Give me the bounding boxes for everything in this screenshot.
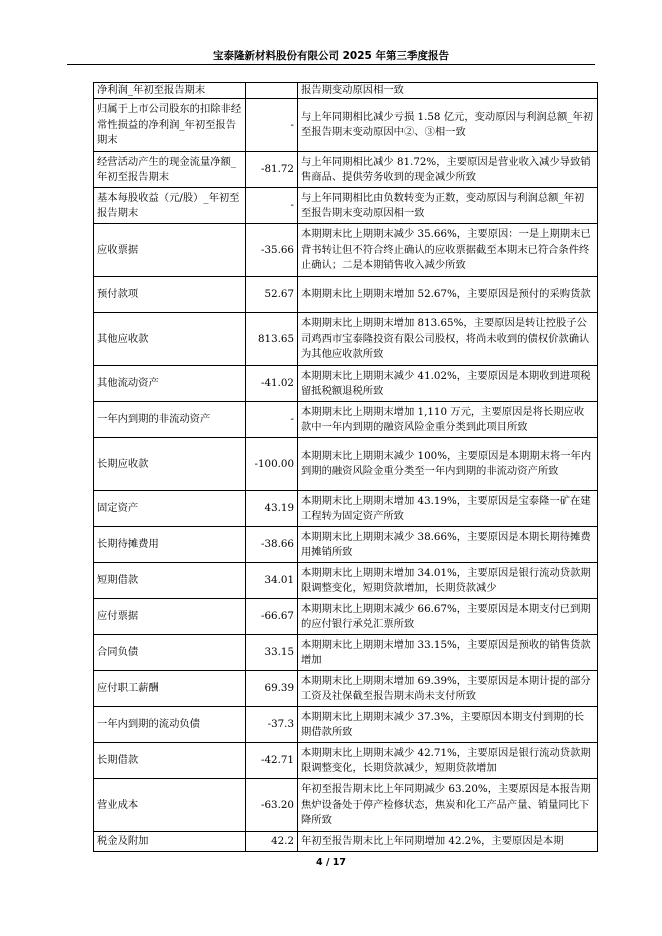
page-number: 4 / 17 xyxy=(316,857,346,868)
value-cell: -100.00 xyxy=(246,438,298,491)
item-cell: 一年内到期的流动负债 xyxy=(94,707,246,743)
table-row xyxy=(94,402,598,438)
item-cell: 净利润_年初至报告期末 xyxy=(94,83,246,99)
reason-cell: 本期期末比上期期末增加 34.01%，主要原因是银行流动贷款期限调整变化，短期贷款增加，长期贷款减少 xyxy=(298,563,598,599)
reason-cell: 本期期末比上期期末减少 38.66%，主要原因是本期长期待摊费用摊销所致 xyxy=(298,527,598,563)
item-cell: 短期借款 xyxy=(94,563,246,599)
reason-cell: 本期期末比上期期末增加 33.15%，主要原因是预收的销售货款增加 xyxy=(298,635,598,671)
reason-cell: 本期期末比上期期末减少 66.67%，主要原因是本期支付已到期的应付银行承兑汇票所致 xyxy=(298,599,598,635)
table-row xyxy=(94,83,598,99)
value-cell: 52.67 xyxy=(246,277,298,313)
item-cell: 预付款项 xyxy=(94,277,246,313)
reason-cell: 本期期末比上期期末减少 37.3%，主要原因本期支付到期的长期借款所致 xyxy=(298,707,598,743)
reason-cell: 年初至报告期末比上年同期减少 63.20%，主要原因是本报告期焦炉设备处于停产检修状态，焦炭和化工产品产量、销量同比下降所致 xyxy=(298,779,598,832)
item-cell: 长期应收款 xyxy=(94,438,246,491)
reason-cell: 本期期末比上期期末增加 69.39%，主要原因是本期计提的部分工资及社保截至报告期末尚未支付所致 xyxy=(298,671,598,707)
item-cell: 基本每股收益（元/股）_年初至报告期末 xyxy=(94,188,246,224)
reason-cell: 与上年同期相比减少亏损 1.58 亿元，变动原因与利润总额_年初至报告期末变动原因中②、③相一致 xyxy=(298,99,598,152)
value-cell: -37.3 xyxy=(246,707,298,743)
reason-cell: 年初至报告期末比上年同期增加 42.2%，主要原因是本期 xyxy=(298,832,598,852)
item-cell: 营业成本 xyxy=(94,779,246,832)
item-cell: 其他应收款 xyxy=(94,313,246,366)
value-cell: 69.39 xyxy=(246,671,298,707)
table-row xyxy=(94,599,598,635)
value-cell: -66.67 xyxy=(246,599,298,635)
table-row xyxy=(94,99,598,152)
reason-cell: 本期期末比上期期末减少 41.02%，主要原因是本期收到进项税留抵税额退税所致 xyxy=(298,366,598,402)
reason-cell: 本期期末比上期期末增加 52.67%，主要原因是预付的采购货款 xyxy=(298,277,598,313)
item-cell: 合同负债 xyxy=(94,635,246,671)
item-cell: 一年内到期的非流动资产 xyxy=(94,402,246,438)
value-cell: -35.66 xyxy=(246,224,298,277)
table-row xyxy=(94,188,598,224)
item-cell: 经营活动产生的现金流量净额_年初至报告期末 xyxy=(94,152,246,188)
value-cell: -42.71 xyxy=(246,743,298,779)
table-row xyxy=(94,152,598,188)
reason-cell: 本期期末比上期期末增加 1,110 万元，主要原因是将长期应收款中一年内到期的融资风险金重分类到此项目所致 xyxy=(298,402,598,438)
table-row xyxy=(94,224,598,277)
reason-cell: 与上年同期相比减少 81.72%，主要原因是营业收入减少导致销售商品、提供劳务收到的现金减少所致 xyxy=(298,152,598,188)
item-cell: 固定资产 xyxy=(94,491,246,527)
header-divider xyxy=(67,64,595,65)
reason-cell: 本期期末比上期期末减少 35.66%，主要原因：一是上期期末已背书转让但不符合终止确认的应收票据截至本期末已符合条件终止确认；二是本期销售收入减少所致 xyxy=(298,224,598,277)
table-row xyxy=(94,527,598,563)
reason-cell: 本期期末比上期期末增加 813.65%，主要原因是转让控股子公司鸡西市宝泰隆投资有限公司股权，将尚未收到的债权价款确认为其他应收款所致 xyxy=(298,313,598,366)
table-row xyxy=(94,707,598,743)
value-cell: 43.19 xyxy=(246,491,298,527)
value-cell: -41.02 xyxy=(246,366,298,402)
value-cell: 33.15 xyxy=(246,635,298,671)
table-row xyxy=(94,635,598,671)
value-cell: 42.2 xyxy=(246,832,298,852)
table-row xyxy=(94,671,598,707)
reason-cell: 本期期末比上期期末减少 100%，主要原因是本期期末将一年内到期的融资风险金重分类至一年内到期的非流动资产所致 xyxy=(298,438,598,491)
value-cell: - xyxy=(246,402,298,438)
value-cell: -63.20 xyxy=(246,779,298,832)
item-cell: 税金及附加 xyxy=(94,832,246,852)
item-cell: 应收票据 xyxy=(94,224,246,277)
value-cell: 34.01 xyxy=(246,563,298,599)
table-row xyxy=(94,743,598,779)
page-header: 宝泰隆新材料股份有限公司 2025 年第三季度报告 xyxy=(212,50,450,62)
value-cell: - xyxy=(246,99,298,152)
table-row xyxy=(94,277,598,313)
item-cell: 归属于上市公司股东的扣除非经常性损益的净利润_年初至报告期末 xyxy=(94,99,246,152)
table-row xyxy=(94,366,598,402)
reason-cell: 本期期末比上期期末增加 43.19%，主要原因是宝泰隆一矿在建工程转为固定资产所致 xyxy=(298,491,598,527)
table-row xyxy=(94,313,598,366)
item-cell: 长期借款 xyxy=(94,743,246,779)
reason-cell: 与上年同期相比由负数转变为正数，变动原因与利润总额_年初至报告期末变动原因相一致 xyxy=(298,188,598,224)
table-row xyxy=(94,438,598,491)
table-row xyxy=(94,779,598,832)
reason-cell: 本期期末比上期期末减少 42.71%，主要原因是银行流动贷款期限调整变化，长期贷款减少，短期贷款增加 xyxy=(298,743,598,779)
value-cell: -38.66 xyxy=(246,527,298,563)
table-row xyxy=(94,563,598,599)
item-cell: 长期待摊费用 xyxy=(94,527,246,563)
value-cell: -81.72 xyxy=(246,152,298,188)
reason-cell: 报告期变动原因相一致 xyxy=(298,83,598,99)
item-cell: 其他流动资产 xyxy=(94,366,246,402)
table-row xyxy=(94,491,598,527)
item-cell: 应付职工薪酬 xyxy=(94,671,246,707)
value-cell: 813.65 xyxy=(246,313,298,366)
item-cell: 应付票据 xyxy=(94,599,246,635)
value-cell xyxy=(246,83,298,99)
change-reasons-table xyxy=(93,82,598,852)
table-row xyxy=(94,832,598,852)
value-cell: - xyxy=(246,188,298,224)
